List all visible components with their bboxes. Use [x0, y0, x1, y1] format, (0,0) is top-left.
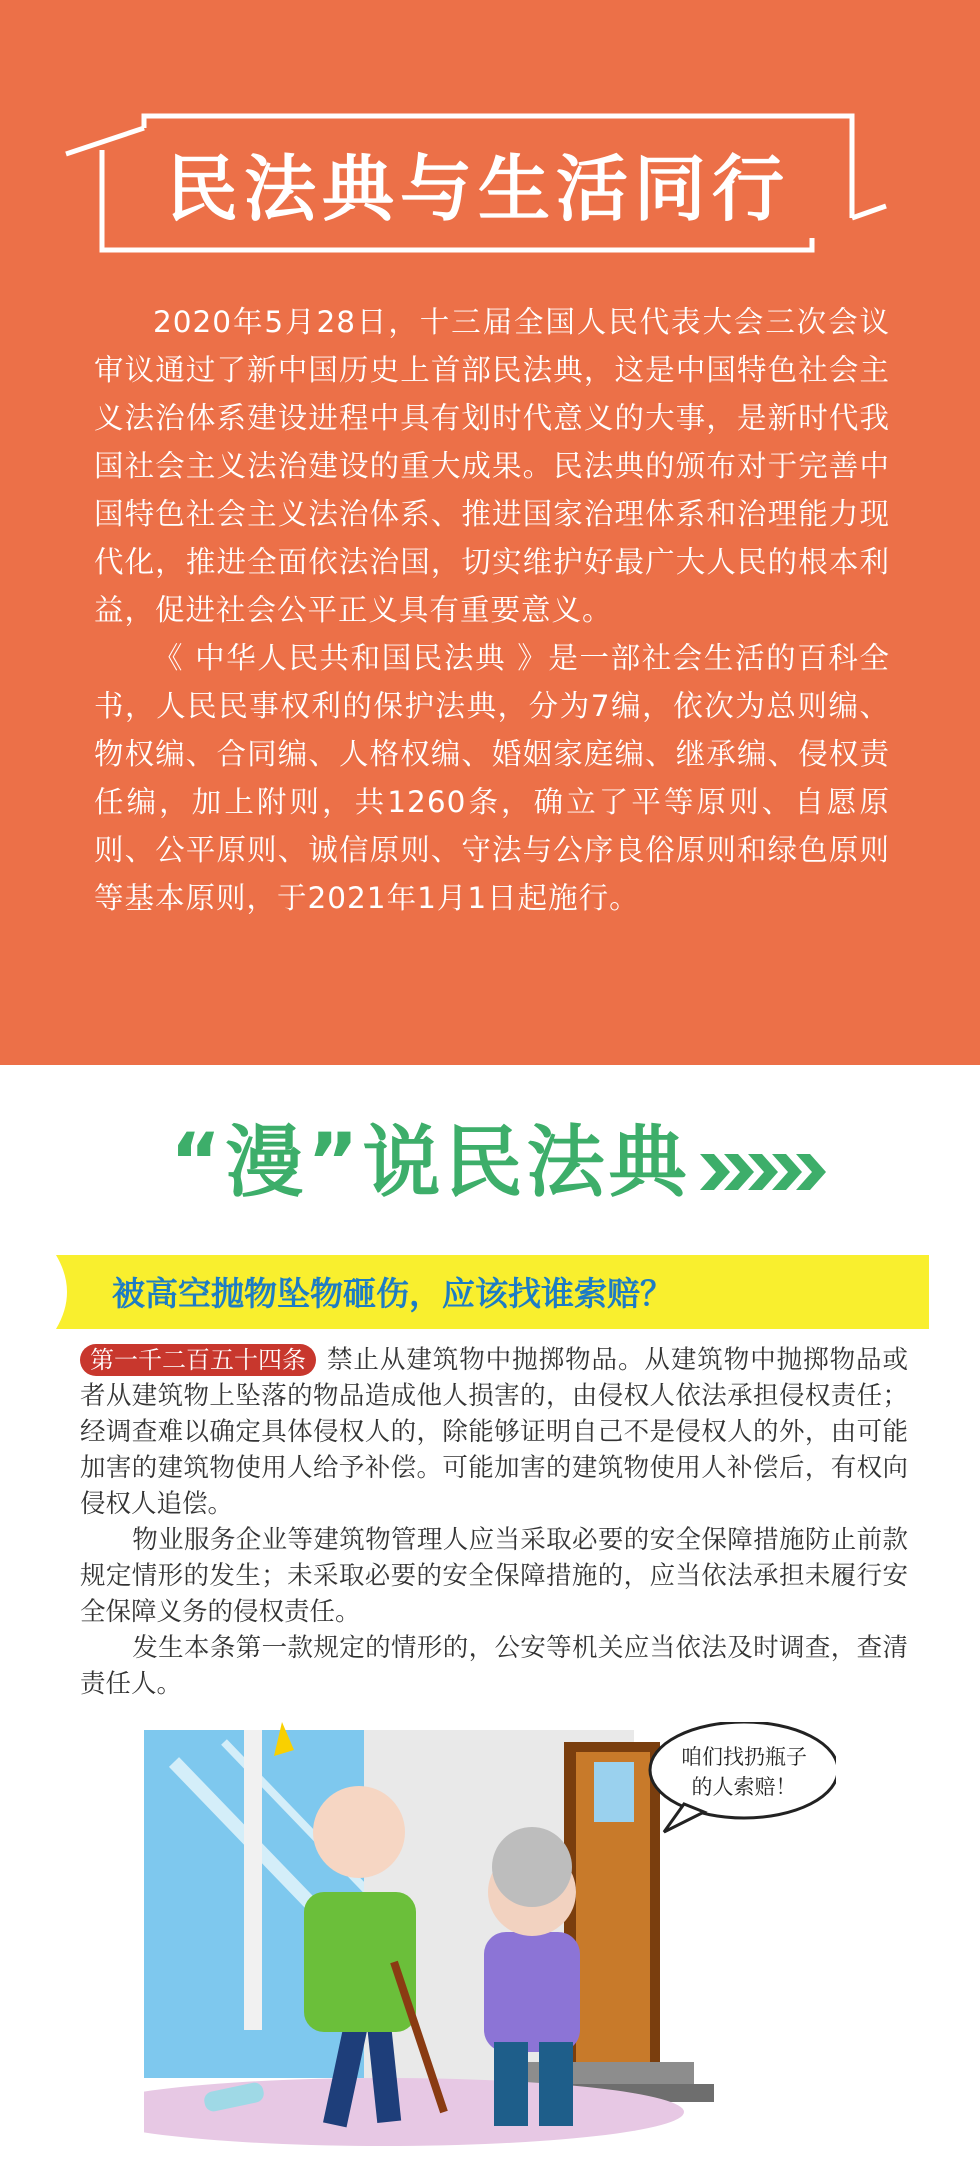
section-title: “漫”说民法典: [170, 1118, 691, 1208]
law-paragraph-3: 发生本条第一款规定的情形的，公安等机关应当依法及时调查，查清责任人。: [80, 1633, 908, 1699]
intro-paragraph: 《 中华人民共和国民法典 》是一部社会生活的百科全书，人民民事权利的保护法典，分为7编，依次为总则编、物权编、合同编、人格权编、婚姻家庭编、继承编、侵权责任编，加上附则，共1260条，确立了平等原则、自愿原则、公平原则、诚信原则、守法与公序良俗原则和绿色原则等基本原则，于2021年1月1日起施行。: [94, 641, 890, 915]
chevron-arrows-icon: [700, 1152, 830, 1192]
title-frame: [62, 112, 894, 262]
intro-banner: [0, 0, 980, 1065]
speech-line: 咱们找扔瓶子: [681, 1745, 807, 1769]
intro-paragraph: 2020年5月28日，十三届全国人民代表大会三次会议审议通过了新中国历史上首部民法典，这是中国特色社会主义法治体系建设进程中具有划时代意义的大事，是新时代我国社会主义法治建设的重大成果。民法典的颁布对于完善中国特色社会主义法治体系、推进国家治理体系和治理能力现代化，推进全面依法治国，切实维护好最广大人民的根本利益，促进社会公平正义具有重要意义。: [94, 305, 890, 627]
intro-text: [94, 298, 890, 922]
question-text: 被高空抛物坠物砸伤，应该找谁索赔？: [112, 1274, 673, 1313]
speech-line: 的人索赔！: [691, 1775, 797, 1799]
law-paragraph: [80, 1342, 908, 1522]
comic-illustration: [144, 1722, 836, 2146]
article-badge: 第一千二百五十四条: [80, 1344, 316, 1376]
law-paragraph-2: 物业服务企业等建筑物管理人应当采取必要的安全保障措施防止前款规定情形的发生；未采取必要的安全保障措施的，应当依法承担未履行安全保障义务的侵权责任。: [80, 1525, 908, 1627]
law-paragraph-1: 禁止从建筑物中抛掷物品。从建筑物中抛掷物品或者从建筑物上坠落的物品造成他人损害的，由侵权人依法承担侵权责任；经调查难以确定具体侵权人的，除能够证明自己不是侵权人的外，由可能加害的建筑物使用人给予补偿。可能加害的建筑物使用人补偿后，有权向侵权人追偿。: [80, 1345, 908, 1519]
law-article: [80, 1342, 908, 1702]
page-title: 民法典与生活同行: [165, 147, 790, 231]
